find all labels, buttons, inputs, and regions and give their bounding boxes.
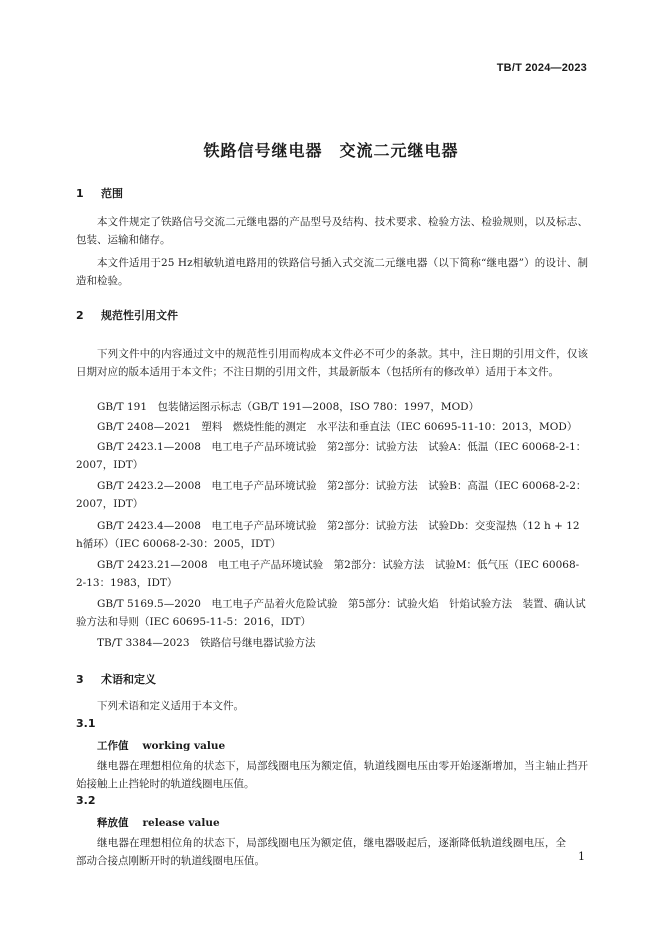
section-2-number: 2: [76, 309, 84, 322]
term-number: 3.2: [76, 794, 96, 807]
reference-item: GB/T 2423.1—2008 电工电子产品环境试验 第2部分：试验方法 试验A：低温（IEC 60068-2-1：2007，IDT）: [76, 441, 587, 471]
term-english: working value: [142, 740, 226, 752]
section-3-number: 3: [76, 673, 84, 686]
reference-item: GB/T 2423.21—2008 电工电子产品环境试验 第2部分：试验方法 试验M：低气压（IEC 60068-2-13：1983，IDT）: [76, 559, 580, 589]
standard-number: TB/T 2024—2023: [496, 62, 587, 74]
term-english: release value: [142, 817, 220, 829]
reference-item: TB/T 3384—2023 铁路信号继电器试验方法: [97, 637, 316, 649]
reference-item: GB/T 191 包装储运图示标志（GB/T 191—2008，ISO 780：1997，MOD）: [97, 401, 480, 413]
document-title: 铁路信号继电器 交流二元继电器: [203, 141, 459, 160]
term-definition: 继电器在理想相位角的状态下，局部线圈电压为额定值，轨道线圈电压由零开始逐渐增加，当主轴止挡开始接触上止挡轮时的轨道线圈电压值。: [76, 760, 588, 790]
term-chinese: 工作值: [97, 740, 129, 752]
section-2-intro: 下列文件中的内容通过文中的规范性引用而构成本文件必不可少的条款。其中，注日期的引用文件，仅该日期对应的版本适用于本文件；不注日期的引用文件，其最新版本（包括所有的修改单）适用于本文件。: [76, 348, 588, 378]
page-number: 1: [578, 850, 585, 863]
section-2-title: 规范性引用文件: [101, 309, 178, 322]
reference-item: GB/T 2408—2021 塑料 燃烧性能的测定 水平法和垂直法（IEC 60695-11-10：2013，MOD）: [97, 421, 578, 433]
term-heading: [97, 738, 225, 753]
section-1-paragraph-2: 本文件适用于25 Hz相敏轨道电路用的铁路信号插入式交流二元继电器（以下简称“继电器”）的设计、制造和检验。: [76, 257, 588, 287]
section-3-intro: 下列术语和定义适用于本文件。: [97, 700, 244, 712]
term-number: 3.1: [76, 717, 96, 730]
section-3-title: 术语和定义: [101, 673, 156, 686]
section-1-paragraph-1: 本文件规定了铁路信号交流二元继电器的产品型号及结构、技术要求、检验方法、检验规则，以及标志、包装、运输和储存。: [76, 216, 588, 246]
section-1-number: 1: [76, 187, 84, 200]
section-2-heading: [76, 307, 178, 323]
reference-item: GB/T 5169.5—2020 电工电子产品着火危险试验 第5部分：试验火焰 针焰试验方法 装置、确认试验方法和导则（IEC 60695-11-5：2016，IDT）: [76, 598, 586, 628]
section-3-heading: [76, 671, 156, 687]
term-definition: 继电器在理想相位角的状态下，局部线圈电压为额定值，继电器吸起后，逐渐降低轨道线圈电压，全部动合接点刚断开时的轨道线圈电压值。: [76, 837, 566, 867]
term-chinese: 释放值: [97, 817, 129, 829]
reference-item: GB/T 2423.2—2008 电工电子产品环境试验 第2部分：试验方法 试验B：高温（IEC 60068-2-2：2007，IDT）: [76, 480, 587, 510]
reference-item: GB/T 2423.4—2008 电工电子产品环境试验 第2部分：试验方法 试验Db：交变湿热（12 h + 12 h循环）（IEC 60068-2-30：2005，IDT）: [76, 520, 580, 550]
term-heading: [97, 815, 220, 830]
section-1-heading: [76, 185, 123, 201]
section-1-title: 范围: [101, 187, 123, 200]
